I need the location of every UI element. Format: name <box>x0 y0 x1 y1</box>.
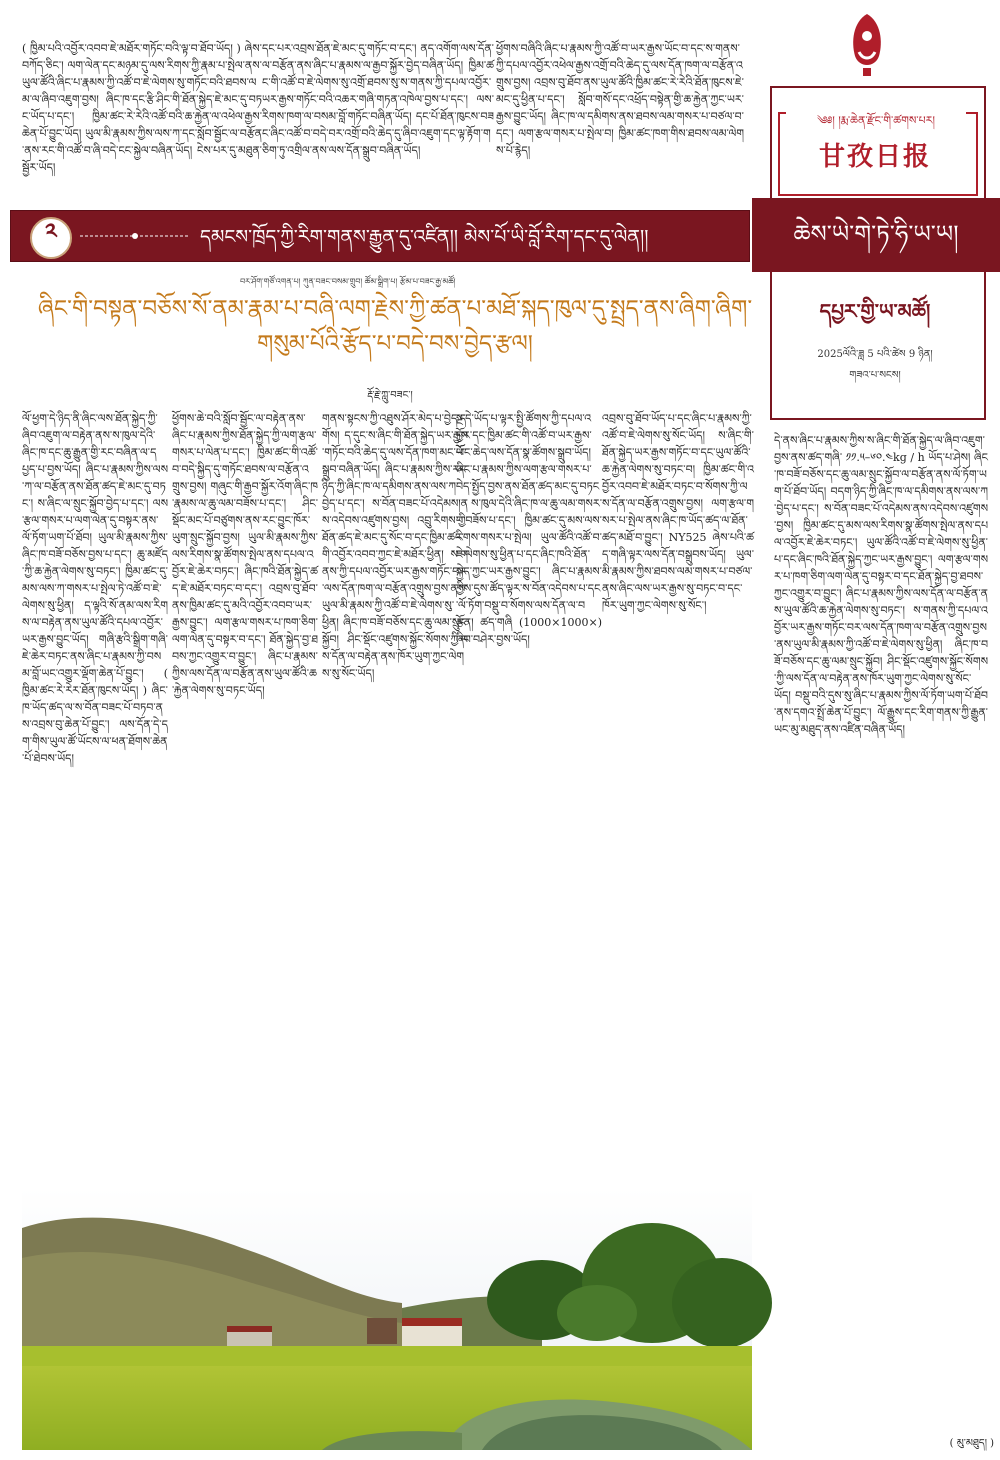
masthead-section-title: དཔྱར་གྱི་ཡ་མཚོ། <box>819 299 931 323</box>
continued-label: ( མུ་མཐུད། ) <box>949 1438 994 1449</box>
body-column-5: འབྲས་བུ་ཐོབ་ཡོད་པ་དང་ཞིང་པ་རྣམས་ཀྱི་འཚོ་བ་ཇེ་ལེགས་སུ་སོང་ཡོད། ས་ཞིང་གི་ཐོན་སྐྱེད་ཡར་རྒྱས་གཏོང་བ་དང་ཡུལ་ཚོའི་ཆ་རྐྱེན་ལེགས་སུ་བཏང་བ། ཁྱིམ་ཚང་གི་འབྱོར་འབབ་ཇེ་མཐོར་བཏང་བ་སོགས་ཀྱི་ལས་དོན་ལ་བརྩོན་འགྲུས་བྱས། ལག་རྩལ་གསར་པ་སྤེལ་ནས་ཞིང་ཁ་ཡོད་ཚད་ལ་ཐོན་ཚད་མཐོ་བ་བྱུང་། NY525 ཞེས་པའི་ཚད་གཞི་ལྟར་ལས་དོན་བསྒྲུབས་ཡོད། ཡུལ་མི་རྣམས་ཀྱིས་ཐབས་ལམ་གསར་པ་བཙལ་ནས་ཞིང་ལས་ཡར་རྒྱས་སུ་བཏང་བ་དང་ཁོར་ཡུག་ཀྱང་ལེགས་སུ་སོང་། <box>602 412 754 612</box>
body-column-4: སྔ་དེ་ཡོད་པ་ལྟར་སྤྱི་ཚོགས་ཀྱི་དཔལ་འབྱོར་དང་ཁྱིམ་ཚང་གི་འཚོ་བ་ཡར་རྒྱས་ཡོང་ཆེད་ལས་དོན་སྣ་ཚོགས་སྒྲུབ་ཡོད། ཞིང་པ་རྣམས་ཀྱིས་ལག་རྩལ་གསར་པ་བེད་སྤྱོད་བྱས་ནས་ཐོན་ཚད་མང་དུ་བཏང་། ས་ཁུལ་དེའི་ཞིང་ཁ་ལ་ཆུ་ལམ་གསར་པ་བཟོས་པ་དང་། ཁྱིམ་ཚང་དུ་མས་ལས་རིགས་གསར་པ་སྤེལ། ཡུལ་ཚོའི་འཚོ་བ་ཇེ་ལེགས་སུ་ཕྱིན་པ་དང་ཞིང་ཁའི་ཐོན་སྐྱེད་ཀྱང་ཡར་རྒྱས་བྱུང་། ཞིང་པ་རྣམས་ཀྱིས་དུས་ཚོད་ལྟར་ས་བོན་འདེབས་པ་དང་ལོ་ཏོག་བསྡུ་བ་སོགས་ལས་དོན་ལ་བརྩོན། ཚད་གཞི (1000×1000×) ཞིབ་བཤེར་བྱས་ཡོད། <box>456 412 602 646</box>
top-column-3: ཕྱོགས་བཞིའི་ཞིང་པ་རྣམས་ཀྱི་འཚོ་བ་ཡར་རྒྱས་ཡོང་བ་དང་ས་གནས་ཀྱི་དཔལ་འབྱོར་འཕེལ་རྒྱས་འགྲོ་བའི་ཆེད་དུ་ལས་དོན་ཁག་ལ་བརྩོན་འགྲུས་བྱས། འབྲས་བུ་ཐོབ་ནས་ཡུལ་ཚོའི་ཁྱིམ་ཚང་རེ་རེའི་ཐོན་ཁུངས་ཇེ་མང་དུ་ཕྱིན་པ་དང་། སློབ་གསོ་དང་འཕྲོད་བསྟེན་གྱི་ཆ་རྐྱེན་ཀྱང་ཡར་རྒྱས་བྱུང་ཡོད། ཞིང་ཁ་ལ་དམིགས་ནས་ཐབས་ལམ་གསར་པ་བཙལ་བ་དང་། ལག་རྩལ་གསར་པ་སྤེལ་བ། ཁྱིམ་ཚང་ཁག་གིས་ཐབས་ལམ་ལེགས་པོ་རྙེད། <box>496 42 744 157</box>
page-number: ༢ <box>30 217 72 259</box>
editor-byline: བར་ཤོག་གཙོ་འགན་པ། ཀུན་བཟང་བསམ་གྲུབ། ཚོམ་སྒྲིག་པ། རྩོམ་པ་བཟང་རྒྱ་མཚོ། <box>240 277 456 286</box>
banner-title: དམངས་ཁྲོད་ཀྱི་རིག་གནས་རྒྱུན་དུ་འཛིན།། མེས་པོ་ཡི་བློ་རིག་དང་དུ་ལེན།། <box>200 226 649 248</box>
body-column-6: དེ་ནས་ཞིང་པ་རྣམས་ཀྱིས་ས་ཞིང་གི་ཐོན་སྐྱེད་ལ་ཞིབ་འཇུག་བྱས་ནས་ཚད་གཞི་ ༡༡.༥–༦༠.༤kg / h ཡོད་པ་ཤེས། ཞིང་ཁ་བཟོ་བཅོས་དང་ཆུ་ལམ་སྲུང་སྐྱོབ་ལ་བརྩོན་ནས་ལོ་ཏོག་ཡག་པོ་ཐོབ་ཡོད། བདག་ཉིད་ཀྱི་ཞིང་ཁ་ལ་དམིགས་ནས་ལས་ཀ་བྱེད་པ་དང་། ས་བོན་བཟང་པོ་འདེམས་ནས་འདེབས་འཛུགས་བྱས། ཁྱིམ་ཚང་དུ་མས་ལས་རིགས་སྣ་ཚོགས་སྤེལ་ནས་དཔལ་འབྱོར་ཇེ་ཆེར་བཏང་། ཡུལ་ཚོའི་འཚོ་བ་ཇེ་ལེགས་སུ་ཕྱིན་པ་དང་ཞིང་ཁའི་ཐོན་སྐྱེད་ཀྱང་ཡར་རྒྱས་བྱུང་། ལག་རྩལ་གསར་པ་ཁག་ཅིག་ལག་ལེན་དུ་བསྟར་བ་དང་ཐོན་སྐྱེད་བྱ་ཐབས་ཀྱང་འགྱུར་བ་བྱུང་། ཞིང་པ་རྣམས་ཀྱིས་ལས་དོན་ལ་བརྩོན་ནས་ཡུལ་ཚོའི་ཆ་རྐྱེན་ལེགས་སུ་བཏང་། ས་གནས་ཀྱི་དཔལ་འབྱོར་ཡར་རྒྱས་གཏོང་བར་ལས་དོན་ཁག་ལ་བརྩོན་འགྲུས་བྱས་ནས་ཡུལ་མི་རྣམས་ཀྱི་འཚོ་བ་ཇེ་ལེགས་སུ་ཕྱིན། ཞིང་ཁ་བཟོ་བཅོས་དང་ཆུ་ལམ་སྲུང་སྐྱོབ། ཤིང་སྡོང་འཛུགས་སྐྱོང་སོགས་ཀྱི་ལས་དོན་ལ་བརྟེན་ནས་ཁོར་ཡུག་ཀྱང་ལེགས་སུ་སོང་ཡོད། བསྡུ་བའི་དུས་སུ་ཞིང་པ་རྣམས་ཀྱིས་ལོ་ཏོག་ཡག་པོ་ཐོབ་ནས་དགའ་སྤྲོ་ཆེན་པོ་བྱུང་། ལོ་རྒྱུས་དང་རིག་གནས་ཀྱི་རྒྱུན་ཡང་མུ་མཐུད་ནས་འཛིན་བཞིན་ཡོད། <box>774 434 988 736</box>
article-headline: ཞིང་གི་བསྟན་བཅོས་སོ་ནམ་རྣམ་པ་བཞི་ལག་རྗེས་ཀྱི་ཚན་པ་མཐོ་སྐད་ཁུལ་དུ་སྤྲད་ནས་ཞིག་ཞིག་གསུམ་པོའི་རྩོད་པ་བདེ་བས་བྱེད་རྩལ། <box>37 296 753 357</box>
masthead-top-label: ༄༅། །རྨ་ཆེན་རྫོང་གི་ཚགས་པར། <box>786 108 966 126</box>
masthead-date: 2025ལོའི་ཟླ 5 པའི་ཚེས 9 ཉིན། <box>817 349 933 360</box>
masthead-chinese-title: 甘孜日报 <box>818 142 931 172</box>
body-column-2: ཕྱོགས་ཆེ་བའི་སློབ་སྦྱོང་ལ་བརྟེན་ནས་ཞིང་པ་རྣམས་ཀྱིས་ཐོན་སྐྱེད་ཀྱི་ལག་རྩལ་གསར་པ་ལེན་པ་དང་། ཁྱིམ་ཚང་གི་འཚོ་བ་བདེ་སྐྱིད་དུ་གཏོང་ཐབས་ལ་བརྩོན་འགྲུས་བྱས། གཞུང་གི་རྒྱབ་སྐྱོར་འོག་ཞིང་ཁ་རྣམས་ལ་ཆུ་ལམ་བཟོས་པ་དང་། ཤིང་སྡོང་མང་པོ་བཙུགས་ནས་རང་བྱུང་ཁོར་ཡུག་སྲུང་སྐྱོབ་བྱས། ཡུལ་མི་རྣམས་ཀྱིས་ལས་རིགས་སྣ་ཚོགས་སྤེལ་ནས་དཔལ་འབྱོར་ཇེ་ཆེར་བཏང་། ཞིང་ཁའི་ཐོན་སྐྱེད་ཚད་ཇེ་མཐོར་བཏང་བ་དང་། འབྲས་བུ་ཐོབ་ནས་ཁྱིམ་ཚང་དུ་མའི་འབྱོར་འབབ་ཡར་རྒྱས་བྱུང་། ལག་རྩལ་གསར་པ་ཁག་ཅིག་ལག་ལེན་དུ་བསྟར་བ་དང་། ཐོན་སྐྱེད་བྱ་ཐབས་ཀྱང་འགྱུར་བ་བྱུང་། ཞིང་པ་རྣམས་ཀྱིས་ལས་དོན་ལ་བརྩོན་ནས་ཡུལ་ཚོའི་ཆ་རྐྱེན་ལེགས་སུ་བཏང་ཡོད། <box>172 412 318 697</box>
top-column-2: དང་པར་འབྲས་ཐོན་ཇེ་མང་དུ་གཏོང་བ་དང་། ནད་འགོག་ལས་དོན་ལ་བརྩོན་ནས་ཞིང་པ་རྣམས་ལ་རྒྱབ་སྐྱོར་བྱེད་བཞིན་ཡོད། ཁྱིམ་ཚང་གི་འཚོ་བ་ཇེ་ལེགས་སུ་འགྲོ་ཐབས་སུ་ས་གནས་ཀྱི་དཔལ་འབྱོར་ཡར་རྒྱས་གཏོང་བའི་འཆར་གཞི་གཏན་འཁེལ་བྱས་པ་དང་། ལས་རིགས་ཁག་ལ་བསམ་བློ་གཏོང་བཞིན་ཡོད། དང་པོ་ཐོན་ཁུངས་བཟང་ཞིང་འཚོ་བ་བདེ་བར་འགྲོ་བའི་ཆེད་དུ་ཞིབ་འཇུག་དང་ལྟ་རྟོག་གཅིག་ཏུ་འགྲིལ་ནས་ལས་དོན་སྒྲུབ་བཞིན་ཡོད། <box>262 42 494 157</box>
body-column-3: གནས་སྟངས་ཀྱི་འཐུས་ཤོར་མེད་པ་བྱེད་དགོས། ད་དུང་ས་ཞིང་གི་ཐོན་སྐྱེད་ཡར་རྒྱས་གཏོང་བའི་ཆེད་དུ་ལས་དོན་ཁག་མང་པོ་སྒྲུབ་བཞིན་ཡོད། ཞིང་པ་རྣམས་ཀྱིས་རང་ཉིད་ཀྱི་ཞིང་ཁ་ལ་དམིགས་ནས་ལས་ཀ་བྱེད་པ་དང་། ས་བོན་བཟང་པོ་འདེམས་ནས་འདེབས་འཛུགས་བྱས། འབྲུ་རིགས་ཀྱི་ཐོན་ཚད་ཇེ་མང་དུ་སོང་བ་དང་ཁྱིམ་ཚང་གི་འབྱོར་འབབ་ཀྱང་ཇེ་མཐོར་ཕྱིན། ས་གནས་ཀྱི་དཔལ་འབྱོར་ཡར་རྒྱས་གཏོང་བར་ལས་དོན་ཁག་ལ་བརྩོན་འགྲུས་བྱས་ནས་ཡུལ་མི་རྣམས་ཀྱི་འཚོ་བ་ཇེ་ལེགས་སུ་ཕྱིན། ཞིང་ཁ་བཟོ་བཅོས་དང་ཆུ་ལམ་སྲུང་སྐྱོབ། ཤིང་སྡོང་འཛུགས་སྐྱོང་སོགས་ཀྱི་ལས་དོན་ལ་བརྟེན་ནས་ཁོར་ཡུག་ཀྱང་ལེགས་སུ་སོང་ཡོད། <box>322 412 468 680</box>
article-author: རྡོ་རྗེ་ཀླུ་བཟང་། <box>367 390 413 401</box>
masthead-tibetan-title: ཆེས་ཡེ་གེ་ཏེ་ཧི་ཡ་ཡ། <box>793 220 959 248</box>
masthead-issue: གཟའ་པ་སངས། <box>849 370 901 381</box>
body-column-1: ལོ་ཕྱག་དེ་ཉིད་ནི་ཞིང་ལས་ཐོན་སྐྱེད་ཀྱི་ཞིབ་འཇུག་ལ་བརྟེན་ནས་ས་ཁུལ་དེའི་ཞིང་ཁ་དང་ཆུ་རྒྱུན་གྱི་རང་བཞིན་ལ་དཔྱད་པ་བྱས་ཡོད། ཞིང་པ་རྣམས་ཀྱིས་ལས་ཀ་ལ་བརྩོན་ནས་ཐོན་ཚད་ཇེ་མང་དུ་བཏང་། ས་ཞིང་ལ་སྲུང་སྐྱོབ་བྱེད་པ་དང་། ལས་རྩལ་གསར་པ་ལག་ལེན་དུ་བསྟར་ནས་ལོ་ཏོག་ཡག་པོ་ཐོབ། ཡུལ་མི་རྣམས་ཀྱིས་ཞིང་ཁ་བཟོ་བཅོས་བྱས་པ་དང་། ཆུ་མཛོད་ཀྱི་ཆ་རྐྱེན་ལེགས་སུ་བཏང་། ཁྱིམ་ཚང་དུ་མས་ལས་ཀ་གསར་པ་སྤེལ་ཏེ་འཚོ་བ་ཇེ་ལེགས་སུ་ཕྱིན། ད་ལྟའི་སོ་ནམ་ལས་རིགས་ལ་བརྟེན་ནས་ཡུལ་ཚོའི་དཔལ་འབྱོར་ཡར་རྒྱས་བྱུང་ཡོད། གཞི་རྩའི་སྒྲིག་གཞི་ཇེ་ཆེར་བཏང་ནས་ཞིང་པ་རྣམས་ཀྱི་བསམ་བློ་ཡང་འགྱུར་ལྡོག་ཆེན་པོ་བྱུང་། ( ཁྱིམ་ཚང་རེ་རེར་ཐོན་ཁུངས་ཡོད། ) ཞིང་ཁ་ཡོད་ཚད་ལ་ས་བོན་བཟང་པོ་བཏབ་ནས་འབྲས་བུ་ཆེན་པོ་བྱུང་། ལས་དོན་དེ་དག་གིས་ཡུལ་ཚོ་ཡོངས་ལ་ཕན་ཐོགས་ཆེན་པོ་ཐེབས་ཡོད། <box>22 412 168 765</box>
masthead-logo-icon <box>845 12 889 78</box>
landscape-photo <box>22 1188 752 1450</box>
banner-ornament-icon <box>80 229 190 243</box>
top-column-1: ( ཁྱིམ་པའི་འབྱོར་འབབ་ཇེ་མཐོར་གཏོང་བའི་ལྟ་བ་ཐོབ་ཡོད། ) ཞེས་བཀོད་ཅིང་། ལག་ལེན་དང་མཉམ་དུ་ལས་རིགས་ཀྱི་རྣམ་པ་སྤེལ་ནས་ཡུལ་ཚོའི་ཞིང་པ་རྣམས་ཀྱི་འཚོ་བ་ཇེ་ལེགས་སུ་གཏོང་བའི་ཐབས་ལམ་ལ་ཞིབ་འཇུག་བྱས། ཞིང་ཁ་དང་རྩི་ཤིང་གི་ཐོན་སྐྱེད་ཇེ་མང་དུ་བཏང་ཡོད་པ་དང་། ཁྱིམ་ཚང་རེ་རེའི་འཚོ་བའི་ཆ་རྐྱེན་ལ་འཕེལ་རྒྱས་ཆེན་པོ་བྱུང་ཡོད། ཡུལ་མི་རྣམས་ཀྱིས་ལས་ཀ་དང་སློབ་སྦྱོང་ལ་བརྩོན་ནས་རང་གི་འཚོ་བ་ཞི་བདེ་ངང་སྐྱེལ་བཞིན་ཡོད། ངེས་པར་དུ་མཐུན་སྦྱོར་ཡོད། <box>22 42 262 174</box>
